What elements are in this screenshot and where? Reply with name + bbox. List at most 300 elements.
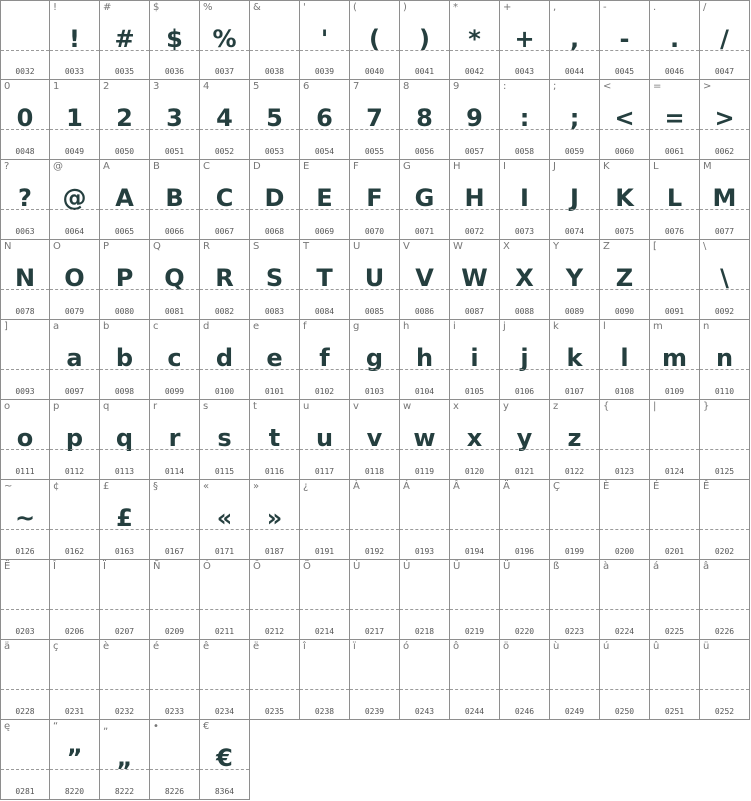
character-label: u bbox=[303, 401, 310, 412]
glyph-cell bbox=[150, 80, 200, 160]
glyph-cell bbox=[600, 240, 650, 320]
character-label: ù bbox=[553, 641, 560, 652]
code-point-label: 0239 bbox=[364, 707, 385, 716]
baseline-guide bbox=[100, 369, 149, 370]
code-point-label: 0054 bbox=[314, 147, 335, 156]
glyph-cell bbox=[300, 480, 350, 560]
code-point-label: 0103 bbox=[364, 387, 385, 396]
baseline-guide bbox=[700, 529, 749, 530]
glyph-sample bbox=[600, 504, 649, 532]
glyph-sample bbox=[450, 664, 499, 692]
character-label: ï bbox=[353, 641, 356, 652]
character-label: N bbox=[4, 241, 12, 252]
baseline-guide bbox=[600, 689, 649, 690]
code-point-label: 0084 bbox=[314, 307, 335, 316]
code-point-label: 0107 bbox=[564, 387, 585, 396]
glyph-sample: D bbox=[264, 184, 285, 212]
glyph-sample: x bbox=[466, 424, 483, 452]
glyph-cell bbox=[100, 0, 150, 80]
character-label: h bbox=[403, 321, 410, 332]
glyph-sample bbox=[600, 584, 649, 612]
glyph-cell bbox=[150, 240, 200, 320]
glyph-sample: % bbox=[212, 25, 237, 53]
glyph-cell bbox=[50, 400, 100, 480]
code-point-label: 0117 bbox=[314, 467, 335, 476]
code-point-label: 0075 bbox=[614, 227, 635, 236]
character-label: ß bbox=[553, 561, 560, 572]
code-point-label: 0123 bbox=[614, 467, 635, 476]
glyph-sample: » bbox=[266, 504, 283, 532]
character-label: Ï bbox=[103, 561, 106, 572]
glyph-cell bbox=[700, 560, 750, 640]
glyph-cell bbox=[50, 240, 100, 320]
code-point-label: 0214 bbox=[314, 627, 335, 636]
baseline-guide bbox=[250, 289, 299, 290]
code-point-label: 0226 bbox=[714, 627, 735, 636]
character-label: ! bbox=[53, 2, 58, 13]
baseline-guide bbox=[50, 609, 99, 610]
glyph-sample bbox=[700, 504, 749, 532]
glyph-cell bbox=[400, 480, 450, 560]
glyph-sample: o bbox=[16, 424, 34, 452]
glyph-cell bbox=[550, 400, 600, 480]
glyph-cell bbox=[0, 560, 50, 640]
character-label: Ü bbox=[503, 561, 511, 572]
glyph-cell bbox=[300, 560, 350, 640]
baseline-guide bbox=[600, 209, 649, 210]
code-point-label: 0124 bbox=[664, 467, 685, 476]
code-point-label: 0250 bbox=[614, 707, 635, 716]
baseline-guide bbox=[350, 209, 399, 210]
character-label: \ bbox=[703, 241, 707, 252]
glyph-sample: H bbox=[464, 184, 485, 212]
character-label: H bbox=[453, 161, 461, 172]
glyph-sample bbox=[550, 504, 599, 532]
glyph-cell bbox=[150, 640, 200, 720]
character-label: Ö bbox=[303, 561, 311, 572]
baseline-guide bbox=[1, 609, 49, 610]
baseline-guide bbox=[450, 689, 499, 690]
code-point-label: 0109 bbox=[664, 387, 685, 396]
baseline-guide bbox=[700, 609, 749, 610]
baseline-guide bbox=[300, 289, 349, 290]
glyph-cell bbox=[250, 240, 300, 320]
glyph-cell bbox=[150, 160, 200, 240]
character-label: M bbox=[703, 161, 712, 172]
baseline-guide bbox=[550, 449, 599, 450]
code-point-label: 0090 bbox=[614, 307, 635, 316]
character-label: g bbox=[353, 321, 360, 332]
glyph-cell bbox=[500, 640, 550, 720]
code-point-label: 0113 bbox=[114, 467, 135, 476]
code-point-label: 0238 bbox=[314, 707, 335, 716]
glyph-sample bbox=[100, 664, 149, 692]
baseline-guide bbox=[100, 209, 149, 210]
character-label: P bbox=[103, 241, 110, 252]
glyph-cell bbox=[500, 0, 550, 80]
character-label: ' bbox=[303, 2, 306, 13]
code-point-label: 0032 bbox=[15, 67, 35, 76]
baseline-guide bbox=[600, 369, 649, 370]
glyph-sample: 5 bbox=[266, 104, 283, 132]
glyph-sample: 2 bbox=[116, 104, 133, 132]
glyph-cell bbox=[550, 0, 600, 80]
baseline-guide bbox=[550, 529, 599, 530]
code-point-label: 0056 bbox=[414, 147, 435, 156]
glyph-cell bbox=[250, 400, 300, 480]
glyph-sample: e bbox=[266, 344, 283, 372]
baseline-guide bbox=[250, 129, 299, 130]
glyph-cell bbox=[600, 80, 650, 160]
glyph-cell bbox=[450, 480, 500, 560]
code-point-label: 0079 bbox=[64, 307, 85, 316]
glyph-cell bbox=[100, 560, 150, 640]
code-point-label: 0068 bbox=[264, 227, 285, 236]
glyph-sample: J bbox=[570, 184, 579, 212]
character-label: w bbox=[403, 401, 412, 412]
glyph-sample bbox=[100, 584, 149, 612]
glyph-cell bbox=[150, 400, 200, 480]
glyph-sample bbox=[350, 584, 399, 612]
baseline-guide bbox=[250, 529, 299, 530]
character-label: t bbox=[253, 401, 257, 412]
glyph-sample bbox=[200, 664, 249, 692]
character-label: f bbox=[303, 321, 307, 332]
baseline-guide bbox=[500, 209, 549, 210]
baseline-guide bbox=[300, 209, 349, 210]
code-point-label: 0218 bbox=[414, 627, 435, 636]
character-label: T bbox=[303, 241, 310, 252]
glyph-cell bbox=[600, 160, 650, 240]
code-point-label: 0036 bbox=[164, 67, 185, 76]
baseline-guide bbox=[50, 209, 99, 210]
glyph-sample: A bbox=[115, 184, 134, 212]
glyph-cell bbox=[450, 640, 500, 720]
glyph-cell bbox=[500, 80, 550, 160]
code-point-label: 0037 bbox=[214, 67, 235, 76]
character-label: 8 bbox=[403, 81, 410, 92]
code-point-label: 0232 bbox=[114, 707, 135, 716]
glyph-cell bbox=[250, 0, 300, 80]
character-label: W bbox=[453, 241, 463, 252]
character-label: 4 bbox=[203, 81, 210, 92]
code-point-label: 0044 bbox=[564, 67, 585, 76]
glyph-sample: \ bbox=[720, 264, 729, 292]
character-label: : bbox=[503, 81, 507, 92]
character-label: [ bbox=[653, 241, 657, 252]
code-point-label: 0048 bbox=[15, 147, 35, 156]
baseline-guide bbox=[400, 129, 449, 130]
character-label: 1 bbox=[53, 81, 60, 92]
code-point-label: 0187 bbox=[264, 547, 285, 556]
character-label: z bbox=[553, 401, 559, 412]
glyph-cell bbox=[650, 480, 700, 560]
baseline-guide bbox=[300, 689, 349, 690]
code-point-label: 0209 bbox=[164, 627, 185, 636]
glyph-sample: - bbox=[619, 25, 630, 53]
code-point-label: 0066 bbox=[164, 227, 185, 236]
code-point-label: 0082 bbox=[214, 307, 235, 316]
glyph-cell bbox=[500, 240, 550, 320]
glyph-sample: n bbox=[715, 344, 734, 372]
glyph-cell bbox=[150, 560, 200, 640]
character-label: c bbox=[153, 321, 159, 332]
character-label: ú bbox=[603, 641, 610, 652]
glyph-cell bbox=[0, 400, 50, 480]
glyph-cell bbox=[600, 480, 650, 560]
baseline-guide bbox=[400, 689, 449, 690]
character-label: ê bbox=[203, 641, 210, 652]
glyph-cell bbox=[500, 160, 550, 240]
character-label: 2 bbox=[103, 81, 110, 92]
character-label: Ó bbox=[203, 561, 211, 572]
glyph-sample bbox=[400, 584, 449, 612]
baseline-guide bbox=[250, 689, 299, 690]
baseline-guide bbox=[100, 769, 149, 770]
glyph-sample bbox=[400, 504, 449, 532]
baseline-guide bbox=[250, 209, 299, 210]
character-label: ę bbox=[4, 721, 11, 732]
code-point-label: 0235 bbox=[264, 707, 285, 716]
character-label: v bbox=[353, 401, 359, 412]
glyph-sample: i bbox=[470, 344, 479, 372]
glyph-sample: l bbox=[620, 344, 629, 372]
glyph-cell bbox=[100, 480, 150, 560]
glyph-sample bbox=[50, 664, 99, 692]
glyph-cell bbox=[450, 160, 500, 240]
code-point-label: 0052 bbox=[214, 147, 235, 156]
glyph-sample: 7 bbox=[366, 104, 383, 132]
baseline-guide bbox=[450, 50, 499, 51]
code-point-label: 0125 bbox=[714, 467, 735, 476]
character-label: d bbox=[203, 321, 210, 332]
glyph-sample bbox=[500, 664, 549, 692]
code-point-label: 0092 bbox=[714, 307, 735, 316]
glyph-cell bbox=[150, 320, 200, 400]
baseline-guide bbox=[550, 209, 599, 210]
baseline-guide bbox=[700, 449, 749, 450]
glyph-cell bbox=[400, 80, 450, 160]
glyph-sample: r bbox=[168, 424, 181, 452]
character-label: “ bbox=[53, 721, 59, 732]
character-label: R bbox=[203, 241, 210, 252]
glyph-cell bbox=[400, 240, 450, 320]
baseline-guide bbox=[200, 529, 249, 530]
baseline-guide bbox=[50, 289, 99, 290]
code-point-label: 0071 bbox=[414, 227, 435, 236]
baseline-guide bbox=[500, 689, 549, 690]
character-label: * bbox=[453, 2, 458, 13]
character-label: Û bbox=[453, 561, 461, 572]
code-point-label: 0104 bbox=[414, 387, 435, 396]
glyph-cell bbox=[350, 240, 400, 320]
baseline-guide bbox=[300, 369, 349, 370]
glyph-sample: y bbox=[516, 424, 533, 452]
glyph-sample bbox=[150, 504, 199, 532]
baseline-guide bbox=[650, 129, 699, 130]
baseline-guide bbox=[1, 50, 49, 51]
glyph-sample: R bbox=[215, 264, 234, 292]
code-point-label: 8220 bbox=[64, 787, 85, 796]
baseline-guide bbox=[250, 449, 299, 450]
glyph-cell bbox=[700, 320, 750, 400]
code-point-label: 0108 bbox=[614, 387, 635, 396]
code-point-label: 0191 bbox=[314, 547, 335, 556]
baseline-guide bbox=[450, 129, 499, 130]
code-point-label: 0220 bbox=[514, 627, 535, 636]
character-label: U bbox=[353, 241, 361, 252]
code-point-label: 0047 bbox=[714, 67, 735, 76]
character-label: % bbox=[203, 2, 213, 13]
baseline-guide bbox=[500, 449, 549, 450]
character-label: é bbox=[153, 641, 160, 652]
character-label: $ bbox=[153, 2, 160, 13]
baseline-guide bbox=[200, 689, 249, 690]
code-point-label: 0088 bbox=[514, 307, 535, 316]
baseline-guide bbox=[350, 369, 399, 370]
baseline-guide bbox=[50, 769, 99, 770]
character-label: à bbox=[603, 561, 610, 572]
glyph-cell bbox=[250, 480, 300, 560]
glyph-cell bbox=[450, 240, 500, 320]
glyph-cell bbox=[100, 160, 150, 240]
code-point-label: 8226 bbox=[164, 787, 185, 796]
character-label: ë bbox=[253, 641, 260, 652]
baseline-guide bbox=[50, 449, 99, 450]
glyph-sample: m bbox=[661, 344, 687, 372]
glyph-cell bbox=[100, 640, 150, 720]
code-point-label: 0206 bbox=[64, 627, 85, 636]
character-label: e bbox=[253, 321, 260, 332]
character-label: b bbox=[103, 321, 110, 332]
glyph-cell bbox=[300, 160, 350, 240]
character-label: À bbox=[353, 481, 360, 492]
character-label: X bbox=[503, 241, 510, 252]
character-label: ¢ bbox=[53, 481, 60, 492]
glyph-sample: b bbox=[115, 344, 134, 372]
character-label: Á bbox=[403, 481, 410, 492]
character-label: E bbox=[303, 161, 310, 172]
character-label: ~ bbox=[4, 481, 13, 492]
glyph-cell bbox=[50, 560, 100, 640]
glyph-cell bbox=[100, 400, 150, 480]
code-point-label: 0043 bbox=[514, 67, 535, 76]
glyph-sample: E bbox=[316, 184, 333, 212]
glyph-sample: ) bbox=[419, 25, 430, 53]
code-point-label: 0099 bbox=[164, 387, 185, 396]
baseline-guide bbox=[500, 50, 549, 51]
code-point-label: 0045 bbox=[614, 67, 635, 76]
glyph-cell bbox=[650, 160, 700, 240]
glyph-cell bbox=[650, 560, 700, 640]
character-label: S bbox=[253, 241, 260, 252]
baseline-guide bbox=[350, 289, 399, 290]
glyph-cell bbox=[500, 560, 550, 640]
glyph-cell bbox=[400, 0, 450, 80]
baseline-guide bbox=[350, 449, 399, 450]
glyph-cell bbox=[0, 0, 50, 80]
character-label: F bbox=[353, 161, 359, 172]
character-label: B bbox=[153, 161, 160, 172]
glyph-cell bbox=[50, 720, 100, 800]
character-label: ] bbox=[4, 321, 8, 332]
glyph-cell bbox=[250, 320, 300, 400]
glyph-cell bbox=[200, 640, 250, 720]
glyph-sample: S bbox=[265, 264, 284, 292]
glyph-sample bbox=[650, 264, 699, 292]
baseline-guide bbox=[500, 129, 549, 130]
glyph-cell bbox=[0, 240, 50, 320]
glyph-sample: z bbox=[567, 424, 582, 452]
code-point-label: 0252 bbox=[714, 707, 735, 716]
baseline-guide bbox=[450, 609, 499, 610]
code-point-label: 0225 bbox=[664, 627, 685, 636]
glyph-sample: 4 bbox=[216, 104, 233, 132]
baseline-guide bbox=[150, 529, 199, 530]
glyph-cell bbox=[50, 0, 100, 80]
glyph-cell bbox=[250, 160, 300, 240]
character-label: V bbox=[403, 241, 410, 252]
character-label: ö bbox=[503, 641, 510, 652]
glyph-cell bbox=[550, 80, 600, 160]
baseline-guide bbox=[150, 769, 199, 770]
glyph-cell bbox=[550, 320, 600, 400]
baseline-guide bbox=[200, 609, 249, 610]
glyph-sample bbox=[250, 584, 299, 612]
glyph-sample bbox=[450, 504, 499, 532]
character-label: Q bbox=[153, 241, 161, 252]
character-label: = bbox=[653, 81, 662, 92]
baseline-guide bbox=[300, 529, 349, 530]
baseline-guide bbox=[500, 289, 549, 290]
character-label: a bbox=[53, 321, 60, 332]
glyph-cell bbox=[700, 160, 750, 240]
baseline-guide bbox=[700, 129, 749, 130]
glyph-cell bbox=[550, 480, 600, 560]
code-point-label: 0060 bbox=[614, 147, 635, 156]
code-point-label: 0057 bbox=[464, 147, 485, 156]
baseline-guide bbox=[1, 369, 49, 370]
glyph-sample: , bbox=[569, 25, 580, 53]
character-label: - bbox=[603, 2, 607, 13]
baseline-guide bbox=[700, 209, 749, 210]
glyph-cell bbox=[0, 720, 50, 800]
baseline-guide bbox=[500, 369, 549, 370]
glyph-cell bbox=[650, 400, 700, 480]
code-point-label: 0122 bbox=[564, 467, 585, 476]
character-label: J bbox=[553, 161, 556, 172]
baseline-guide bbox=[100, 449, 149, 450]
glyph-cell bbox=[450, 0, 500, 80]
glyph-sample bbox=[700, 584, 749, 612]
character-label: « bbox=[203, 481, 210, 492]
code-point-label: 0040 bbox=[364, 67, 385, 76]
baseline-guide bbox=[200, 129, 249, 130]
baseline-guide bbox=[150, 50, 199, 51]
code-point-label: 0050 bbox=[114, 147, 135, 156]
code-point-label: 8364 bbox=[214, 787, 235, 796]
code-point-label: 0194 bbox=[464, 547, 485, 556]
code-point-label: 0067 bbox=[214, 227, 235, 236]
glyph-cell bbox=[0, 640, 50, 720]
glyph-cell bbox=[350, 400, 400, 480]
glyph-sample bbox=[550, 664, 599, 692]
glyph-cell bbox=[200, 80, 250, 160]
glyph-sample: 9 bbox=[466, 104, 483, 132]
character-label: ä bbox=[4, 641, 11, 652]
code-point-label: 0223 bbox=[564, 627, 585, 636]
glyph-sample bbox=[150, 584, 199, 612]
